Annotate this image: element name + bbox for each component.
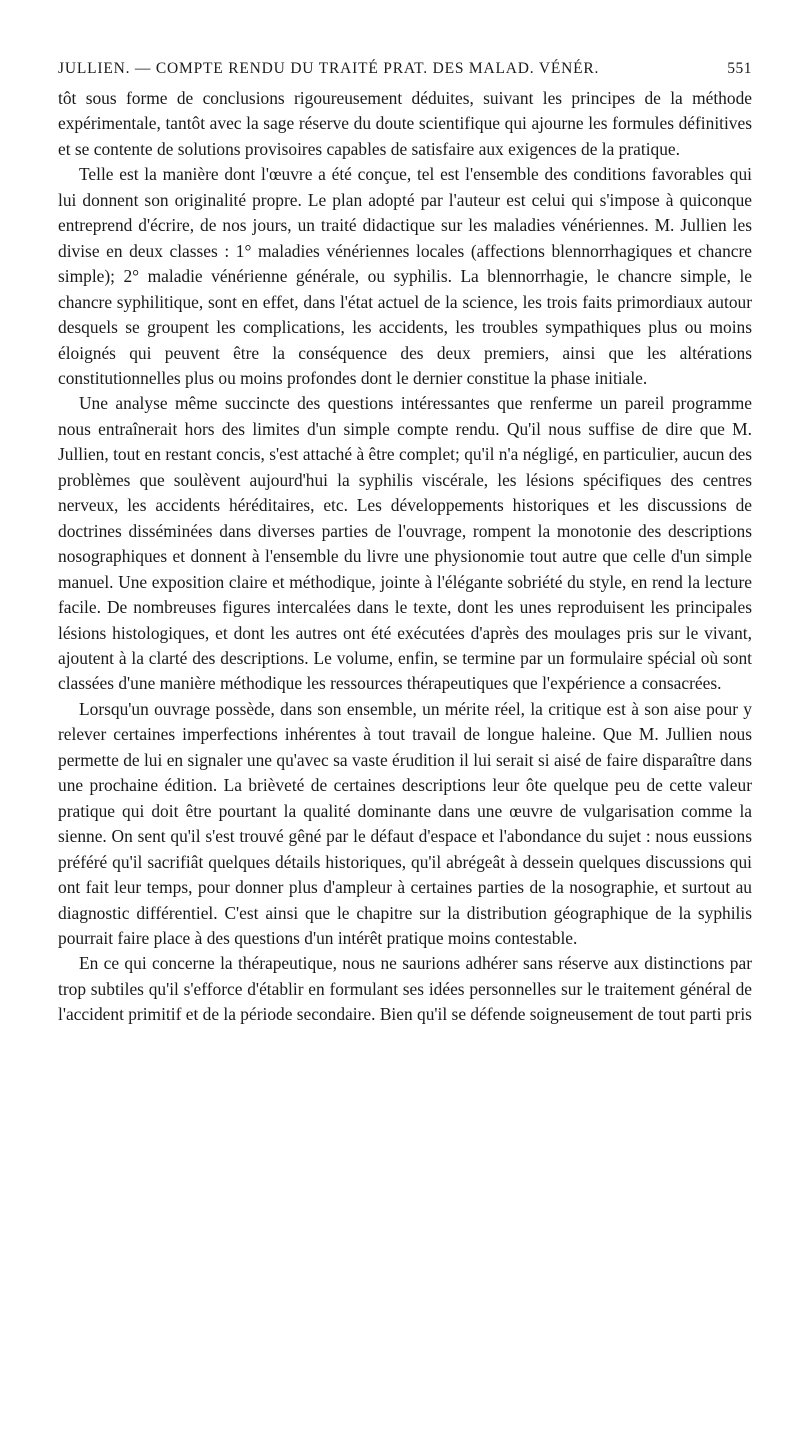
- page-number: 551: [727, 60, 752, 77]
- body-text: [58, 86, 752, 1028]
- paragraph-2: Telle est la manière dont l'œuvre a été conçue, tel est l'ensemble des conditions favorables qui lui donnent son originalité propre. Le plan adopté par l'auteur est celui qui s'impose à quiconque entreprend d'écrire, de nos jours, un traité didactique sur les maladies vénériennes. M. Jullien les divise en deux classes : 1° maladies vénériennes locales (affections blennorrhagiques et chancre simple); 2° maladie vénérienne générale, ou syphilis. La blennorrhagie, le chancre simple, le chancre syphilitique, sont en effet, dans l'état actuel de la science, les trois faits primordiaux autour desquels se groupent les complications, les accidents, les troubles sympathiques plus ou moins éloignés qui peuvent être la conséquence des deux premiers, ainsi que les altérations constitutionnelles plus ou moins profondes dont le dernier constitue la phase initiale.: [58, 164, 752, 388]
- paragraph-3: Une analyse même succincte des questions intéressantes que renferme un pareil programme nous entraînerait hors des limites d'un simple compte rendu. Qu'il nous suffise de dire que M. Jullien, tout en restant concis, s'est attaché à être complet; qu'il n'a négligé, en particulier, aucun des problèmes que soulèvent aujourd'hui la syphilis viscérale, les lésions spécifiques des centres nerveux, les accidents héréditaires, etc. Les développements historiques et les discussions de doctrines disséminées dans diverses parties de l'ouvrage, rompent la monotonie des descriptions nosographiques et donnent à l'ensemble du livre une physionomie tout autre que celle d'un simple manuel. Une exposition claire et méthodique, jointe à l'élégante sobriété du style, en rend la lecture facile. De nombreuses figures intercalées dans le texte, dont les unes reproduisent les principales lésions histologiques, et dont les autres ont été exécutées d'après des moulages pris sur le vivant, ajoutent à la clarté des descriptions. Le volume, enfin, se termine par un formulaire spécial où sont classées d'une manière méthodique les ressources thérapeutiques que l'expérience a consacrées.: [58, 393, 752, 694]
- paragraph-1: tôt sous forme de conclusions rigoureusement déduites, suivant les principes de la méthode expérimentale, tantôt avec la sage réserve du doute scientifique qui ajourne les formules définitives et se contente de solutions provisoires capables de satisfaire aux exigences de la pratique.: [58, 88, 752, 159]
- page: [58, 58, 752, 1028]
- paragraph-4: Lorsqu'un ouvrage possède, dans son ensemble, un mérite réel, la critique est à son aise pour y relever certaines imperfections inhérentes à tout travail de longue haleine. Que M. Jullien nous permette de lui en signaler une qu'avec sa vaste érudition il lui serait si aisé de faire disparaître dans une prochaine édition. La brièveté de certaines descriptions leur ôte quelque peu de cette valeur pratique qui doit être pourtant la qualité dominante dans une œuvre de vulgarisation comme la sienne. On sent qu'il s'est trouvé gêné par le défaut d'espace et l'abondance du sujet : nous eussions préféré qu'il sacrifiât quelques détails historiques, qu'il abrégeât à dessein quelques discussions qui ont fait leur temps, pour donner plus d'ampleur à certaines parties de la nosographie, et surtout au diagnostic différentiel. C'est ainsi que le chapitre sur la distribution géographique de la syphilis pourrait faire place à des questions d'un intérêt pratique moins contestable.: [58, 698, 752, 948]
- paragraph-5: En ce qui concerne la thérapeutique, nous ne saurions adhérer sans réserve aux distinctions par trop subtiles qu'il s'efforce d'établir en formulant ses idées personnelles sur le traitement général de l'accident primitif et de la période secondaire. Bien qu'il se défende soigneusement de tout parti pris: [58, 953, 752, 1025]
- running-head: [58, 58, 752, 80]
- running-title: JULLIEN. — COMPTE RENDU DU TRAITÉ PRAT. DES MALAD. VÉNÉR.: [58, 60, 600, 77]
